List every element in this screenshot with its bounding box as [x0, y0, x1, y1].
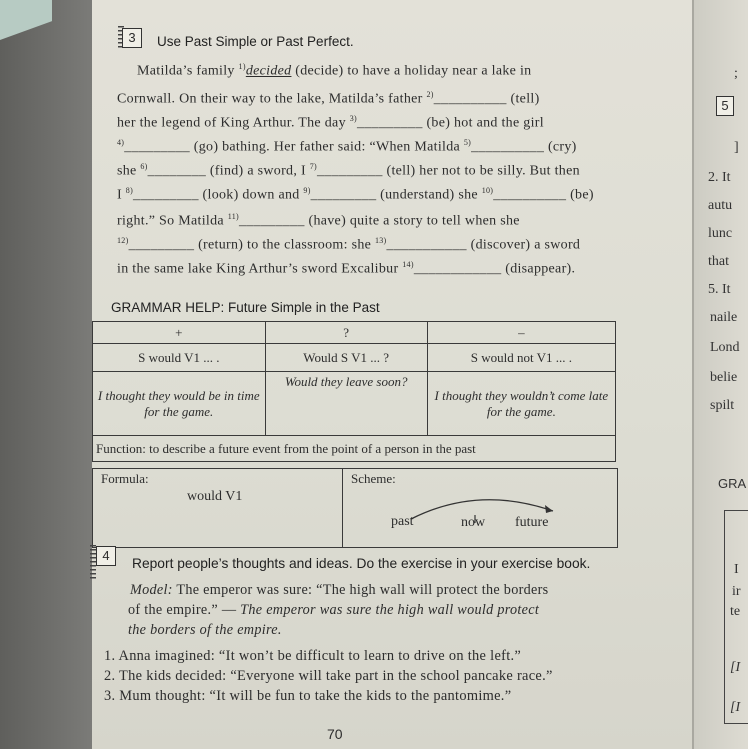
scheme-label: Scheme: — [351, 471, 396, 486]
corner-paper — [0, 0, 52, 40]
formula-question: Would S V1 ... ? — [265, 344, 427, 372]
formula-box — [92, 468, 343, 548]
scheme-box — [342, 468, 618, 548]
ex4-item-3: 3. Mum thought: “It will be fun to take the kids to the pantomime.” — [104, 688, 512, 704]
next-page-edge — [692, 0, 748, 749]
model-line-3: the borders of the empire. — [128, 622, 282, 638]
grammar-table — [92, 321, 616, 462]
ex3-line-4: $^{4)}$_________ (go) bathing. Her father said: “When Matilda $^{5)}$__________ (cry) — [117, 138, 577, 155]
formula-label: Formula: — [101, 471, 149, 486]
example-positive: I thought they would be in time for the game. — [93, 372, 266, 436]
right-text: 2. It — [708, 170, 731, 185]
exercise-3-title: Use Past Simple or Past Perfect. — [157, 34, 354, 49]
ex3-line-2: Cornwall. On their way to the lake, Matilda’s father $^{2)}$__________ (tell) — [117, 90, 540, 107]
right-text: autu — [708, 198, 733, 213]
ex3-line-9: in the same lake King Arthur’s sword Excalibur $^{14)}$____________ (disappear). — [117, 260, 576, 277]
right-text: ir — [732, 584, 741, 599]
formula-positive: S would V1 ... . — [93, 344, 266, 372]
right-text: te — [730, 604, 741, 619]
ex3-line-1: Matilda’s family $^{1)}$decided (decide) to have a holiday near a lake in — [137, 62, 532, 79]
ex4-item-2: 2. The kids decided: “Everyone will take part in the school pancake race.” — [104, 668, 553, 684]
function-row: Function: to describe a future event from the point of a person in the past — [93, 436, 616, 462]
right-text: I — [734, 562, 739, 577]
right-text: GRA — [718, 476, 747, 491]
model-line-1: Model: The emperor was sure: “The high wall will protect the borders — [130, 582, 549, 598]
exercise-4-title: Report people’s thoughts and ideas. Do the exercise in your exercise book. — [132, 556, 591, 571]
right-text: [I — [730, 660, 741, 675]
exercise-4-number: 4 — [96, 546, 116, 566]
ex3-line-6: I $^{8)}$_________ (look) down and $^{9)}$_________ (understand) she $^{10)}$__________ (be) — [117, 186, 594, 203]
answer-1: decided — [245, 63, 292, 79]
header-minus: – — [427, 322, 615, 344]
example-negative: I thought they wouldn’t come late for the game. — [427, 372, 615, 436]
right-text: 5. It — [708, 282, 731, 297]
right-text: that — [708, 254, 729, 269]
exercise-3-number: 3 — [122, 28, 142, 48]
right-text: lunc — [708, 226, 733, 241]
ex3-line-5: she $^{6)}$________ (find) a sword, I $^{7)}$_________ (tell) her not to be silly. But then — [117, 162, 580, 179]
page-number: 70 — [327, 726, 343, 742]
ex4-item-1: 1. Anna imagined: “It won’t be difficult to learn to drive on the left.” — [104, 648, 522, 664]
right-exercise-number: 5 — [716, 96, 734, 116]
grammar-help-title: GRAMMAR HELP: Future Simple in the Past — [111, 300, 380, 315]
background-desk — [0, 0, 92, 749]
header-question: ? — [265, 322, 427, 344]
ex3-line-7: right.” So Matilda $^{11)}$_________ (have) quite a story to tell when she — [117, 212, 520, 229]
right-text: belie — [710, 370, 738, 385]
scheme-past: past — [391, 514, 414, 529]
scheme-now: now — [461, 515, 486, 530]
header-plus: + — [93, 322, 266, 344]
formula-text: would V1 — [187, 489, 243, 504]
right-text: ; — [734, 66, 738, 81]
right-text: Lond — [710, 340, 740, 355]
model-line-2: of the empire.” — The emperor was sure the high wall would protect — [128, 602, 540, 618]
right-text: naile — [710, 310, 738, 325]
right-text: ] — [734, 140, 739, 155]
scheme-future: future — [515, 515, 549, 530]
example-question: Would they leave soon? — [265, 372, 427, 436]
formula-negative: S would not V1 ... . — [427, 344, 615, 372]
right-text: [I — [730, 700, 741, 715]
right-text: spilt — [710, 398, 735, 413]
ex3-line-8: $^{12)}$_________ (return) to the classroom: she $^{13)}$___________ (discover) a sword — [117, 236, 581, 253]
ex3-line-3: her the legend of King Arthur. The day $^{3)}$_________ (be) hot and the girl — [117, 114, 544, 131]
